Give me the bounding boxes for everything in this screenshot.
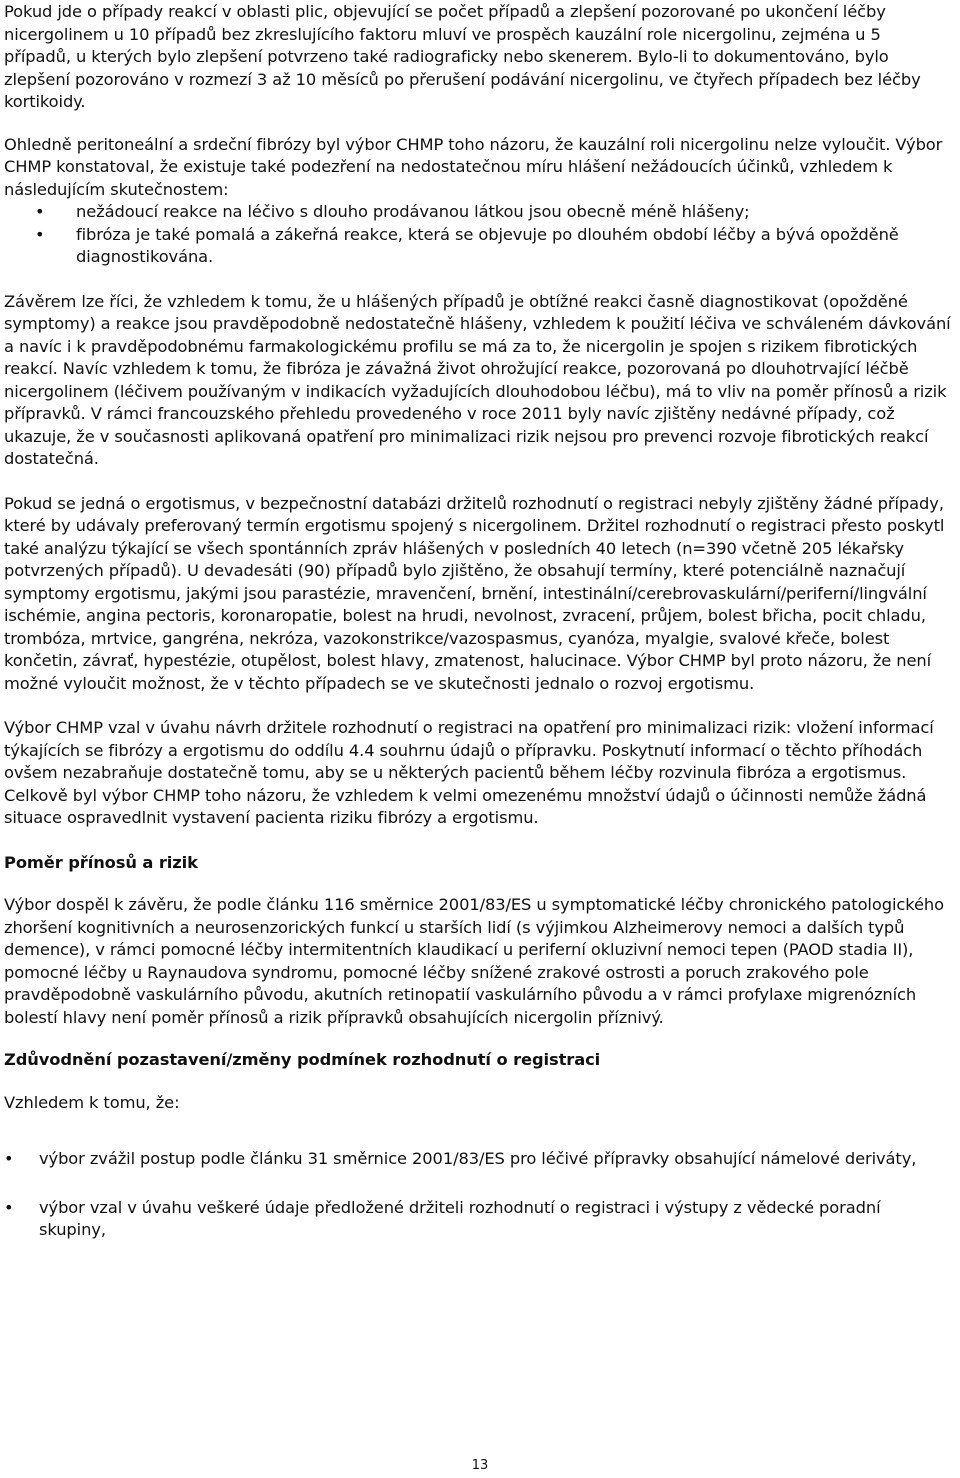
paragraph-conclusion-fibrosis: Závěrem lze říci, že vzhledem k tomu, že u hlášených případů je obtížné reakci časně diagnostikovat (opožděné symptomy) a reakce jsou pravděpodobně nedostatečně hlášeny, vzhledem k použití léčiva ve schváleném dávkování a navíc i k pravděpodobnému farmakologickému profilu se má za to, že nicergolin je spojen s rizikem fibrotických reakcí. Navíc vzhledem k tomu, že fibróza je závažná život ohrožující reakce, pozorovaná po dlouhotrvající léčbě nicergolinem (léčivem používaným v indikacích vyžadujících dlouhodobou léčbu), má to vliv na poměr přínosů a rizik přípravků. V rámci francouzského přehledu provedeného v roce 2011 byly navíc zjištěny nedávné případy, což ukazuje, že v současnosti aplikovaná opatření pro minimalizaci rizik nejsou pro prevenci rozvoje fibrotických reakcí dostatečná. bbox=[4, 291, 951, 468]
paragraph-ergotism: Pokud se jedná o ergotismus, v bezpečnostní databázi držitelů rozhodnutí o registraci nebyly zjištěny žádné případy, které by udávaly preferovaný termín ergotismu spojený s nicergolinem. Držitel rozhodnutí o registraci přesto poskytl také analýzu týkající se všech spontánních zpráv hlášených v posledních 40 letech (n=390 včetně 205 lékařsky potvrzených případů). U devadesáti (90) případů bylo zjištěno, že obsahují termíny, které potenciálně naznačují symptomy ergotismu, jakými jsou parastézie, mravenčení, brnění, intestinální/cerebrovaskulární/periferní/lingvální ischémie, angina pectoris, koronaropatie, bolest na hrudi, nevolnost, zvracení, průjem, bolest břicha, pocit chladu, trombóza, mrtvice, gangréna, nekróza, vazokonstrikce/vazospasmus, cyanóza, myalgie, svalové křeče, bolest končetin, závrať, hypestézie, otupělost, bolest hlavy, zmatenost, halucinace. Výbor CHMP byl proto názoru, že není možné vyloučit možnost, že v těchto případech se ve skutečnosti jednalo o rozvoj ergotismu. bbox=[4, 493, 945, 693]
paragraph-pulmonary-cases: Pokud jde o případy reakcí v oblasti plic, objevující se počet případů a zlepšení pozorované po ukončení léčby nicergolinem u 10 případů bez zkreslujícího faktoru mluví ve prospěch kauzální role nicergolinu, zejména u 5 případů, u kterých bylo zlepšení potvrzeno také radiograficky nebo skenerem. Bylo-li to dokumentováno, bylo zlepšení pozorováno v rozmezí 3 až 10 měsíců po přerušení podávání nicergolinu, ve čtyřech případech bez léčby kortikoidy. bbox=[4, 2, 921, 111]
section-heading-grounds: Zdůvodnění pozastavení/změny podmínek rozhodnutí o registraci bbox=[4, 1050, 601, 1069]
underreporting-reasons-list bbox=[4, 201, 952, 269]
paragraph-benefit-risk-conclusion: Výbor dospěl k závěru, že podle článku 116 směrnice 2001/83/ES u symptomatické léčby chronického patologického zhoršení kognitivních a neurosenzorických funkcí u starších lidí (s výjimkou Alzheimerovy nemoci a dalších typů demence), v rámci pomocné léčby intermitentních klaudikací u periferní okluzivní nemoci tepen (PAOD stadia II), pomocné léčby u Raynaudova syndromu, pomocné léčby snížené zrakové ostrosti a poruch zrakového pole pravděpodobně vaskulárního původu, akutních retinopatií vaskulárního původu a v rámci profylaxe migrenózních bolestí hlavy není poměr přínosů a rizik přípravků obsahujících nicergolin příznivý. bbox=[4, 895, 944, 1027]
list-item: • fibróza je také pomalá a zákeřná reakce, která se objevuje po dlouhém období léčby a bývá opožděně diagnostikována. bbox=[4, 224, 952, 269]
page-number: 13 bbox=[471, 1458, 489, 1473]
paragraph-whereas: Vzhledem k tomu, že: bbox=[4, 1092, 180, 1112]
paragraph-risk-minimisation: Výbor CHMP vzal v úvahu návrh držitele rozhodnutí o registraci na opatření pro minimalizaci rizik: vložení informací týkajících se fibrózy a ergotismu do oddílu 4.4 souhrnu údajů o přípravku. Poskytnutí informací o těchto příhodách ovšem nezabraňuje dostatečně tomu, aby se u některých pacientů během léčby rozvinula fibróza a ergotismus. bbox=[4, 718, 934, 782]
list-item: • výbor zvážil postup podle článku 31 směrnice 2001/83/ES pro léčivé přípravky obsahující námelové deriváty, bbox=[4, 1148, 952, 1171]
section-heading-benefit-risk: Poměr přínosů a rizik bbox=[4, 852, 198, 872]
paragraph-overall-opinion: Celkově byl výbor CHMP toho názoru, že vzhledem k velmi omezenému množství údajů o účinnosti nemůže žádná situace ospravedlnit vystavení pacienta riziku fibrózy a ergotismu. bbox=[4, 785, 927, 827]
list-item: • výbor vzal v úvahu veškeré údaje předložené držiteli rozhodnutí o registraci i výstupy z vědecké poradní skupiny, bbox=[4, 1197, 952, 1242]
grounds-list bbox=[4, 1148, 952, 1242]
paragraph-peritoneal-fibrosis: Ohledně peritoneální a srdeční fibrózy byl výbor CHMP toho názoru, že kauzální roli nicergolinu nelze vyloučit. Výbor CHMP konstatoval, že existuje také podezření na nedostatečnou míru hlášení nežádoucích účinků, vzhledem k následujícím skutečnostem: bbox=[4, 134, 943, 199]
list-item: • nežádoucí reakce na léčivo s dlouho prodávanou látkou jsou obecně méně hlášeny; bbox=[4, 201, 952, 224]
document-page bbox=[4, 0, 952, 1242]
